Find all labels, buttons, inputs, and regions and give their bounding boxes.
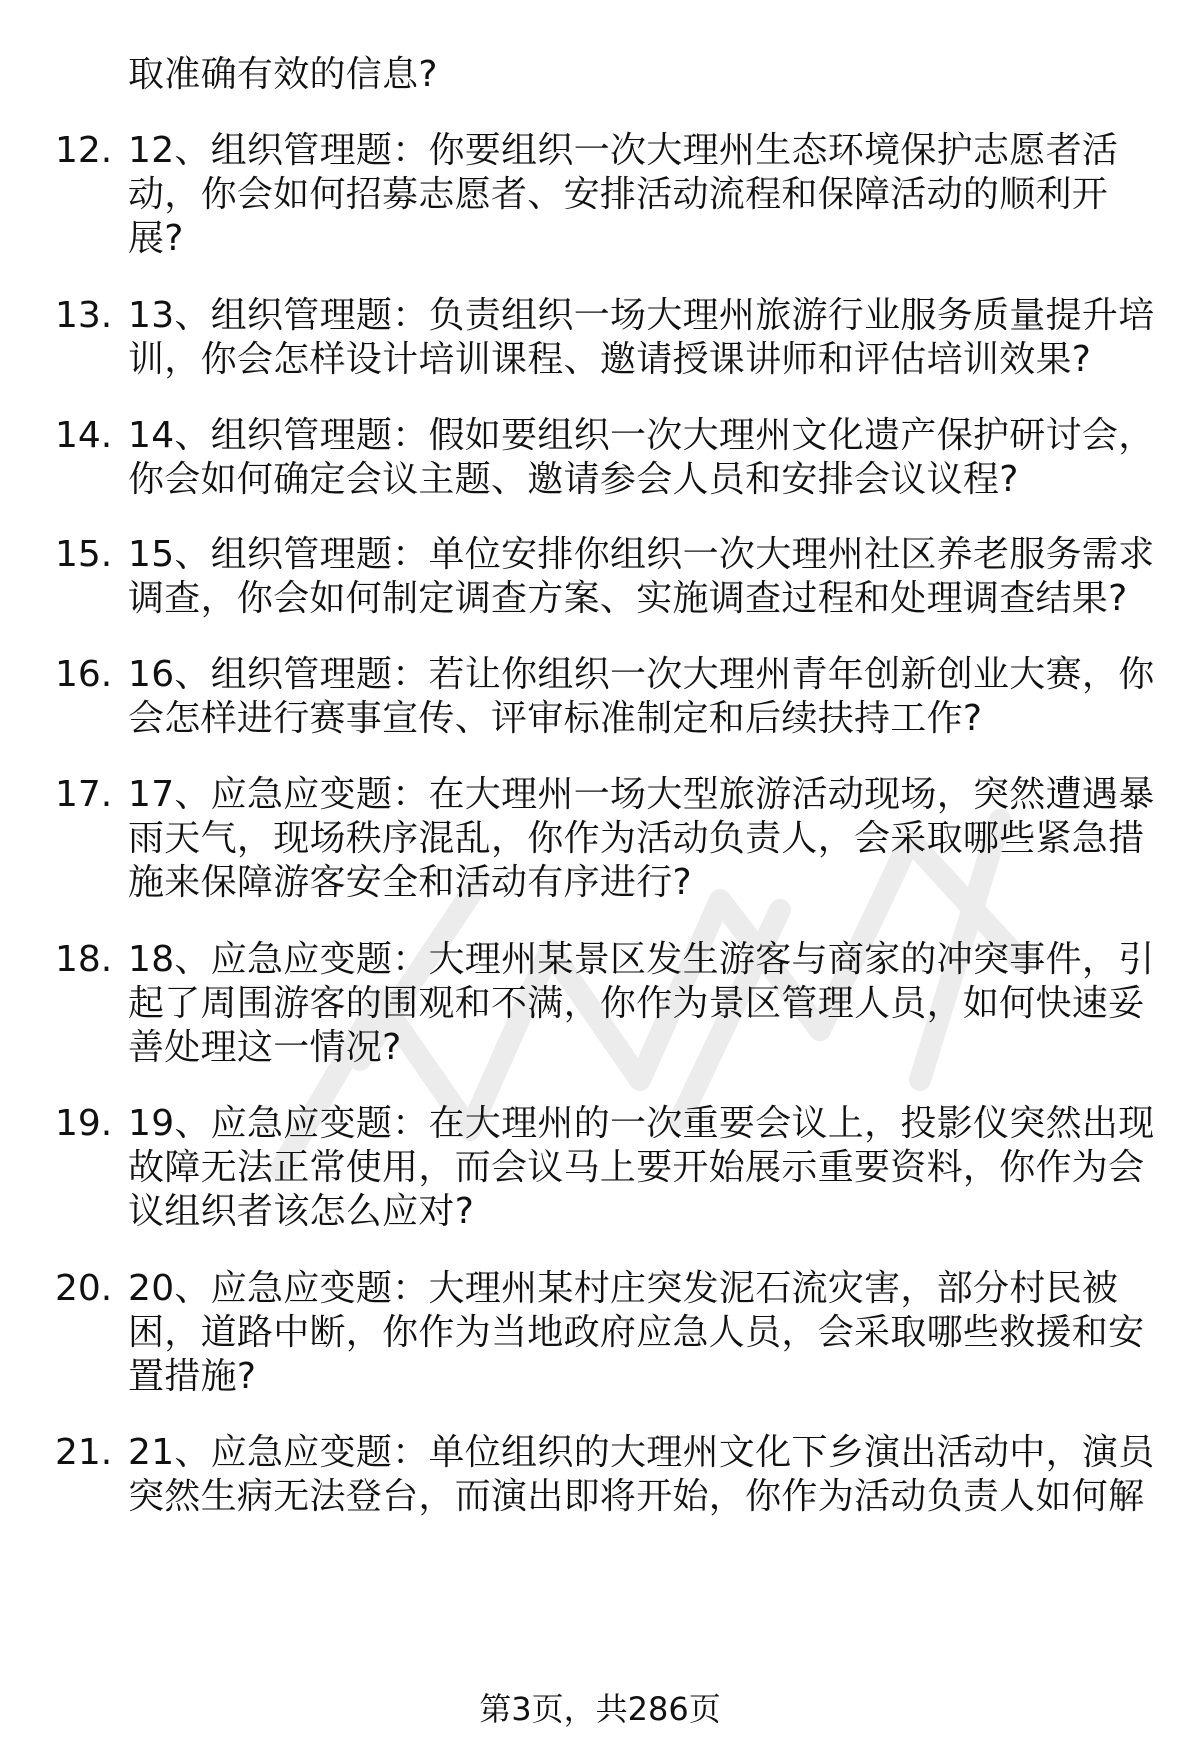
list-item-line: 动，你会如何招募志愿者、安排活动流程和保障活动的顺利开 [128,174,1109,215]
list-item-line: 13、组织管理题：负责组织一场大理州旅游行业服务质量提升培 [128,295,1155,336]
list-item-line: 20、应急应变题：大理州某村庄突发泥石流灾害，部分村民被 [128,1268,1119,1309]
list-item-line: 19、应急应变题：在大理州的一次重要会议上，投影仪突然出现 [128,1103,1155,1144]
list-item-line: 雨天气，现场秩序混乱，你作为活动负责人，会采取哪些紧急措 [128,818,1145,859]
list-item-line: 置措施? [128,1356,257,1397]
list-item-line: 17、应急应变题：在大理州一场大型旅游活动现场，突然遭遇暴 [128,774,1155,815]
list-item-line: 会怎样进行赛事宣传、评审标准制定和后续扶持工作? [128,698,983,739]
list-item-line: 你会如何确定会议主题、邀请参会人员和安排会议议程? [128,459,1019,500]
item-number: 14. [55,415,113,456]
page-number-footer: 第3页，共286页 [479,1690,721,1728]
list-item-line: 故障无法正常使用，而会议马上要开始展示重要资料，你作为会 [128,1147,1145,1188]
item-number: 21. [55,1432,113,1473]
list-item-line: 突然生病无法登台，而演出即将开始，你作为活动负责人如何解 [128,1476,1145,1517]
list-item-line: 困，道路中断，你作为当地政府应急人员，会采取哪些救援和安 [128,1312,1145,1353]
item-number: 19. [55,1103,113,1144]
item-number: 13. [55,295,113,336]
list-item-line: 展? [128,218,184,259]
list-item-line: 15、组织管理题：单位安排你组织一次大理州社区养老服务需求 [128,534,1155,575]
item-number: 18. [55,939,113,980]
item-number: 15. [55,534,113,575]
list-item-line: 善处理这一情况? [128,1027,402,1068]
item-number: 12. [55,130,113,171]
list-item-line: 起了周围游客的围观和不满，你作为景区管理人员，如何快速妥 [128,983,1145,1024]
list-item-line: 取准确有效的信息? [128,54,438,95]
list-item-line: 施来保障游客安全和活动有序进行? [128,862,692,903]
list-item-line: 12、组织管理题：你要组织一次大理州生态环境保护志愿者活 [128,130,1119,171]
list-item-line: 调查，你会如何制定调查方案、实施调查过程和处理调查结果? [128,578,1128,619]
item-number: 16. [55,654,113,695]
list-item-line: 训，你会怎样设计培训课程、邀请授课讲师和评估培训效果? [128,339,1092,380]
list-item-line: 14、组织管理题：假如要组织一次大理州文化遗产保护研讨会， [128,415,1155,456]
list-item-line: 18、应急应变题：大理州某景区发生游客与商家的冲突事件，引 [128,939,1155,980]
list-item-line: 议组织者该怎么应对? [128,1191,475,1232]
list-item-line: 16、组织管理题：若让你组织一次大理州青年创新创业大赛，你 [128,654,1155,695]
list-item-line: 21、应急应变题：单位组织的大理州文化下乡演出活动中，演员 [128,1432,1155,1473]
item-number: 17. [55,774,113,815]
item-number: 20. [55,1268,113,1309]
